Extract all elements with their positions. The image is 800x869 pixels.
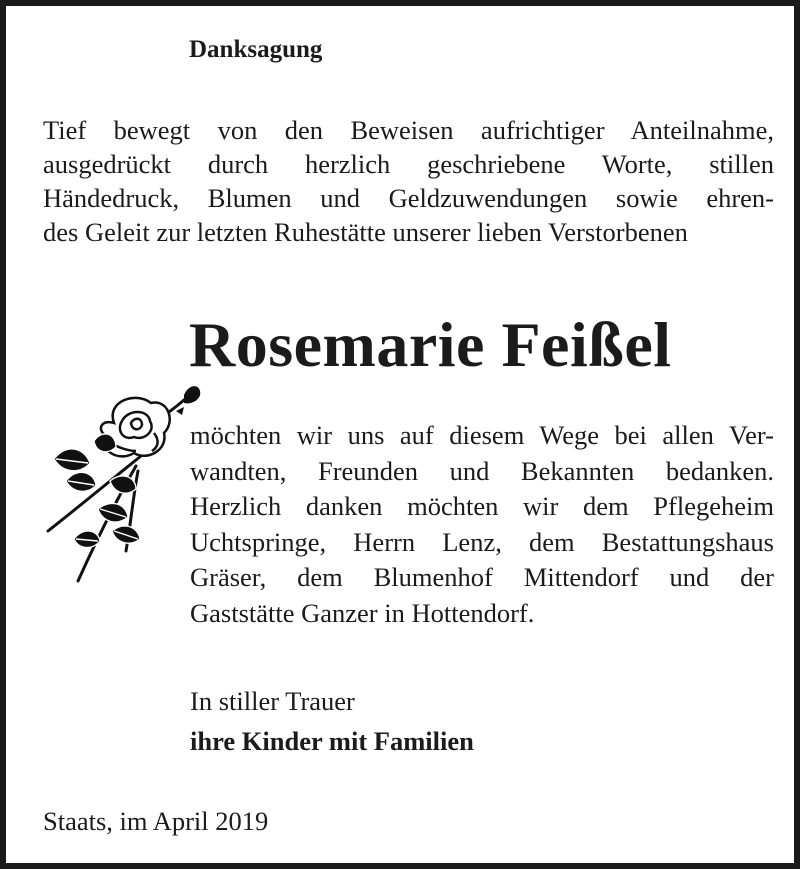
thanks-line: Uchtspringe, Herrn Lenz, dem Bestattungshaus xyxy=(190,526,774,557)
intro-line: des Geleit zur letzten Ruhestätte unserer lieben Verstorbenen xyxy=(43,217,688,247)
intro-line: Tief bewegt von den Beweisen aufrichtiger Anteilnahme, xyxy=(43,115,774,145)
thanks-line: Herzlich danken möchten wir dem Pflegeheim xyxy=(190,491,774,521)
thanks-line: wandten, Freunden und Bekannten bedanken. xyxy=(190,455,774,486)
notice-heading: Danksagung xyxy=(189,36,323,63)
intro-line: Händedruck, Blumen und Geldzuwendungen sowie ehren- xyxy=(43,183,774,213)
signature-mourning: In stiller Trauer xyxy=(190,686,355,716)
place-date: Staats, im April 2019 xyxy=(43,806,269,836)
thanks-line: möchten wir uns auf diesem Wege bei allen Ver- xyxy=(190,420,774,450)
deceased-name: Rosemarie Feißel xyxy=(189,309,672,380)
rose-icon xyxy=(36,381,206,591)
intro-paragraph xyxy=(43,113,774,249)
thanks-paragraph xyxy=(190,418,774,631)
thanks-line: Gräser, dem Blumenhof Mittendorf und der xyxy=(190,562,774,592)
thanks-line: Gaststätte Ganzer in Hottendorf. xyxy=(190,597,535,628)
signature-family: ihre Kinder mit Familien xyxy=(190,726,474,756)
intro-line: ausgedrückt durch herzlich geschriebene Worte, stillen xyxy=(43,149,774,179)
